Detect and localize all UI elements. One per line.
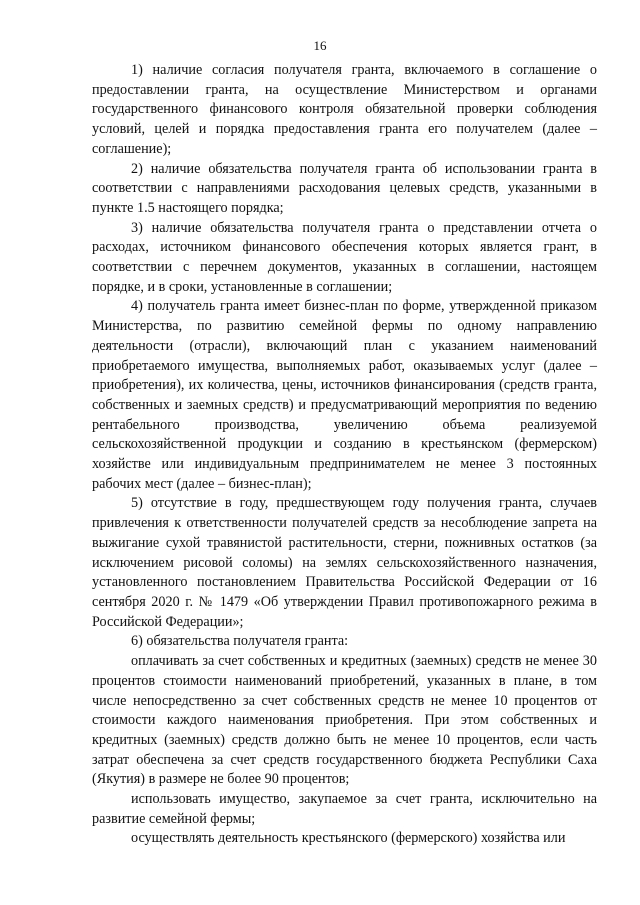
paragraph-condition-2: 2) наличие обязательства получателя гранта об использовании гранта в соответствии с направлениями расходования целевых средств, указанными в пункте 1.5 настоящего порядка; (92, 160, 597, 216)
paragraph-obligation-property: использовать имущество, закупаемое за счет гранта, исключительно на развитие семейной фермы; (92, 791, 597, 827)
paragraph-condition-1: 1) наличие согласия получателя гранта, включаемого в соглашение о предоставлении гранта, на осуществление Министерством и органами государственного финансового контроля обязательной проверки соблюдения условий, целей и порядка предоставления гранта его получателем (далее – соглашение); (92, 62, 597, 157)
paragraph-condition-5: 5) отсутствие в году, предшествующем году получения гранта, случаев привлечения к ответственности получателей средств за несоблюдение запрета на выжигание сухой травянистой растительности, стерни, пожнивных остатков (за исключением рисовой соломы) на землях сельскохозяйственного назначения, установленного постановлением Правительства Российской Федерации от 16 сентября 2020 г. № 1479 «Об утверждении Правил противопожарного режима в Российской Федерации»; (92, 495, 597, 630)
paragraph-condition-6: 6) обязательства получателя гранта: (131, 633, 349, 650)
paragraph-obligation-activity: осуществлять деятельность крестьянского (фермерского) хозяйства или (131, 830, 566, 847)
page-number: 16 (313, 38, 327, 53)
paragraph-condition-4: 4) получатель гранта имеет бизнес-план по форме, утвержденной приказом Министерства, по развитию семейной фермы по одному направлению деятельности (отрасли), включающий план с указанием наименований приобретаемого имущества, выполняемых работ, оказываемых услуг (далее – приобретения), их количества, цены, источников финансирования (средств гранта, собственных и заемных средств) и предусматривающий мероприятия по ведению рентабельного производства, увеличению объема реализуемой сельскохозяйственной продукции и созданию в крестьянском (фермерском) хозяйстве или индивидуальным предпринимателем не менее 3 постоянных рабочих мест (далее – бизнес-план); (92, 298, 597, 492)
paragraph-condition-3: 3) наличие обязательства получателя гранта о представлении отчета о расходах, источником финансового обеспечения которых является грант, в соответствии с перечнем документов, указанных в соглашении, настоящем порядке, и в сроки, установленные в соглашении; (92, 219, 597, 295)
paragraph-obligation-payment: оплачивать за счет собственных и кредитных (заемных) средств не менее 30 процентов стоимости наименований приобретений, указанных в плане, в том числе непосредственно за счет собственных средств не менее 10 процентов от стоимости каждого наименования приобретения. При этом собственных и кредитных (заемных) средств должно быть не менее 10 процентов, если часть затрат обеспечена за счет средств государственного бюджета Республики Саха (Якутия) в размере не более 90 процентов; (92, 653, 597, 788)
document-body (92, 61, 597, 849)
